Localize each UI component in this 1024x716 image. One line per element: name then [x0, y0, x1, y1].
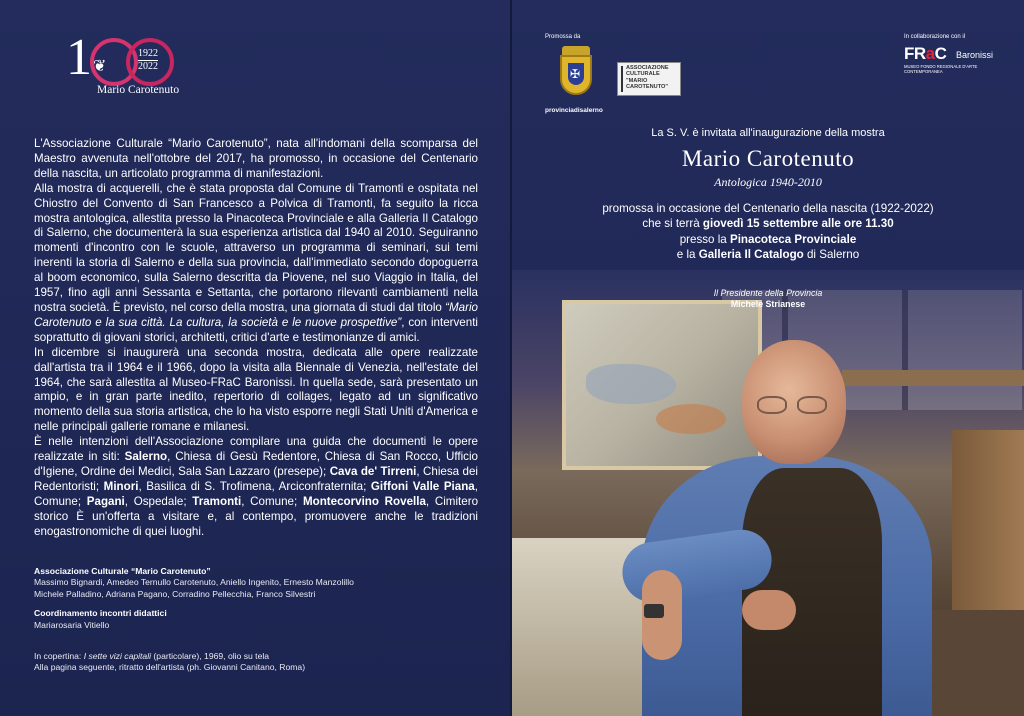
frac-logo [904, 44, 1004, 74]
association-logo-text: ASSOCIAZIONE [626, 65, 669, 71]
invitation-venue-1 [512, 232, 1024, 247]
paragraph-guide [34, 435, 478, 539]
venue-text: e la [676, 247, 699, 261]
logo-numeral: 1 [66, 29, 86, 86]
site-tramonti: Tramonti [192, 494, 242, 508]
logo-year-end: 2022 [138, 61, 158, 72]
paragraph-intro: L'Associazione Culturale “Mario Carotenuto”, nata all'indomani della scomparsa del Maestro avvenuta nell'ottobre del 2017, ha promosso, in occasione del Centenario della nascita, un articolato programma di manifestazioni. [34, 137, 478, 180]
frac-wordmark [904, 44, 946, 63]
collaboration-label: In collaborazione con il [904, 34, 966, 40]
exhibition-title: Mario Carotenuto [681, 146, 855, 171]
association-logo-text: "MARIO [626, 77, 648, 84]
site-salerno: Salerno [124, 450, 168, 464]
glasses-icon [797, 396, 827, 414]
credits-association-members: Michele Palladino, Adriana Pagano, Corradino Pellecchia, Franco Silvestri [34, 588, 316, 599]
cover-artwork-title: I sette vizi capitali [83, 651, 152, 662]
site-pagani: Pagani [86, 494, 125, 508]
artist-figure [592, 340, 932, 716]
invitation-date [512, 216, 1024, 231]
province-crest-icon [556, 46, 596, 100]
guide-text: , Chiesa di Gesù Redentore, Chiesa di San Rocco, Ufficio d'Igiene, Ordine dei Medici, Sala San Lazzaro (presepe); [34, 450, 478, 478]
credits-association-members: Massimo Bignardi, Amedeo Ternullo Carotenuto, Aniello Ingenito, Ernesto Manzolillo [34, 577, 354, 588]
credits-association [34, 566, 494, 600]
glasses-icon [757, 396, 787, 414]
promoted-by-label: Promossa da [545, 34, 581, 40]
paragraph-exhibition [34, 182, 478, 346]
frac-letters: FR [904, 44, 926, 63]
crest-shield [560, 55, 592, 95]
guide-text: È nelle intenzioni dell'Associazione compilare una guida che documenti le opere realizzate in siti: [34, 435, 478, 464]
credits-coordination-name: Mariarosaria Vitiello [34, 619, 110, 630]
guide-text: , Comune; [34, 479, 478, 508]
artist-hand [742, 590, 796, 630]
president-name: Michele Strianese [730, 299, 806, 309]
portrait-caption: Alla pagina seguente, ritratto dell'artista (ph. Giovanni Canitano, Roma) [34, 662, 306, 673]
credits [34, 566, 494, 674]
association-logo-text: CULTURALE [626, 71, 660, 78]
venue-pinacoteca: Pinacoteca Provinciale [729, 232, 857, 246]
logo-artist-name: Mario Carotenuto [97, 84, 180, 96]
invitation-occasion: promossa in occasione del Centenario della nascita (1922-2022) [602, 202, 934, 215]
cover-caption-line [34, 651, 494, 662]
province-label: provinciadisalerno [545, 107, 603, 114]
logo-years [138, 48, 158, 72]
association-text [34, 137, 478, 539]
watch-icon [644, 604, 664, 618]
frac-subtitle: MUSEO FONDO REGIONALE D'ARTE CONTEMPORANEA [904, 64, 978, 74]
paragraph-exhibition-text: Alla mostra di acquerelli, che è stata proposta dal Comune di Tramonti e ospitata nel Chiostro del Convento di San Francesco a Polvica di Tramonti, fa seguito la ricca mostra antologica, allestita presso la Pinacoteca Provinciale e alla Galleria Il Catalogo di Salerno, che documenterà la sua esperienza artistica dal 1940 al 2010. Seguiranno momenti d'incontro con le scuole, attraverso un programma di seminari, sui temi inerenti la storia di Salerno e della sua provincia, dall'immediato secondo dopoguerra al boom economico, sulla Salerno descritta da Piovene, nel suo Viaggio in Italia, del 1957, fino agli anni Sessanta e Settanta, che portarono rilevanti cambiamenti nella nostra società. È previsto, nel corso della mostra, una giornata di studi dal titolo [34, 181, 478, 314]
credits-coordination-heading: Coordinamento incontri didattici [34, 608, 167, 619]
paragraph-second-exhibition: In dicembre si inaugurerà una seconda mostra, dedicata alle opere realizzate dall'artista tra il 1964 e il 1966, dopo la visita alla Biennale di Venezia, nell'estate del 1964, che sarà allestita al Museo-FRaC Baronissi. In quella sede, sarà presentato un ampio, e in gran parte inedito, repertorio di collages, legato ad un significativo momento della sua storia artistica, che lo ha visto esporre negli Stati Uniti d'America e nelle principali gallerie romane e milanesi. [34, 345, 478, 434]
guide-text: , Chiesa dei Redentoristi; [34, 464, 478, 493]
venue-text: presso la [679, 232, 730, 246]
frac-city: Baronissi [956, 50, 994, 60]
site-montecorvino: Montecorvino Rovella [302, 494, 426, 508]
crest-cross-icon: ✠ [570, 67, 581, 81]
site-minori: Minori [103, 479, 139, 493]
exhibition-subtitle: Antologica 1940-2010 [714, 175, 822, 189]
logo-year-start: 1922 [138, 48, 158, 59]
invitation-venue-2 [512, 247, 1024, 262]
guide-text: , Ospedale; [124, 494, 193, 508]
site-giffoni: Giffoni Valle Piana [370, 479, 475, 493]
frac-letter-a: a [925, 44, 935, 63]
centenary-logo [66, 29, 180, 98]
association-logo-text: CAROTENUTO" [626, 84, 669, 91]
credits-coordination [34, 608, 494, 631]
cover-caption-text: (particolare), 1969, olio su tela [151, 651, 270, 662]
invitation-details [512, 201, 1024, 262]
guide-text: , Cimitero storico È un'offerta a visitare e, al contempo, promuovere anche le tradizioni enogastronomiche di quei luoghi. [34, 494, 479, 538]
venue-text: di Salerno [803, 247, 860, 261]
invitation-line: La S. V. è invitata all'inaugurazione della mostra [651, 127, 885, 139]
guide-text: , Basilica di S. Trofimena, Arciconfraternita; [138, 479, 371, 493]
paragraph-exhibition-end: , con interventi soprattutto di giovani storici, architetti, critici d'arte e testimonianze di amici. [34, 315, 478, 344]
cover-caption [34, 651, 494, 674]
president-role: Il Presidente della Provincia [713, 288, 823, 298]
invitation-date-value: giovedì 15 settembre alle ore 11.30 [702, 217, 894, 231]
association-logo-bar [621, 66, 623, 92]
site-cava: Cava de' Tirreni [329, 464, 417, 478]
venue-galleria: Galleria Il Catalogo [698, 247, 804, 261]
cover-caption-text: In copertina: [34, 651, 84, 662]
credits-association-heading: Associazione Culturale “Mario Carotenuto” [34, 566, 211, 576]
butterfly-icon: ❦ [93, 58, 107, 75]
invitation-date-text: che si terrà [642, 217, 703, 231]
guide-text: , Comune; [241, 494, 303, 508]
association-logo [617, 62, 681, 96]
study-day-title: “Mario Carotenuto e la sua città. La cultura, la società e le nuove prospettive” [34, 300, 478, 329]
frac-letter-c: C [934, 44, 947, 63]
artist-portrait-photo [512, 270, 1024, 716]
